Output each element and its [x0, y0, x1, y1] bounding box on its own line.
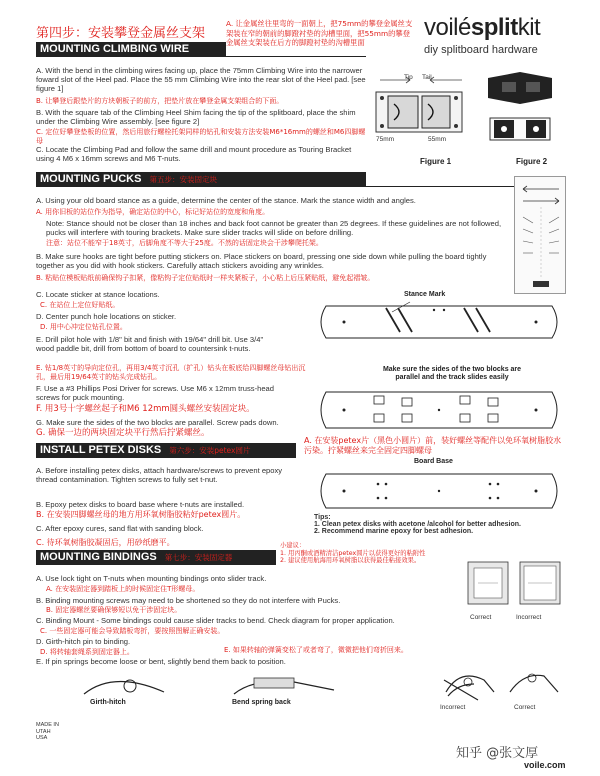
spring-correct-incorrect-diagram: [440, 662, 564, 702]
bindings-step-c-cn: C. 一些固定器可能会导致踏板弯折，要按照图解正确安装。: [40, 627, 225, 635]
brand-tagline: diy splitboard hardware: [424, 44, 538, 56]
pucks-step-d-cn: D. 用中心冲定位钻孔位置。: [40, 323, 127, 331]
bindings-step-b: B. Binding mounting screws may need to be shortened so they do not interfere with Pucks.: [36, 596, 341, 605]
bindings-step-c: C. Binding Mount - Some bindings could cause slider tracks to bend. Check diagram for proper application.: [36, 616, 395, 625]
climbing-step-b: B. With the square tab of the Climbing Heel Shim facing the tip of the splitboard, place the shim under the Climbing Wire assembly. [see figure 2]: [36, 108, 356, 126]
climbing-wire-title: MOUNTING CLIMBING WIRE: [36, 42, 226, 56]
pucks-step-d: D. Center punch hole locations on sticker.: [36, 312, 177, 321]
petex-step-b-cn: B. 在安装四脚螺丝母的地方用环氧树脂胶粘好petex圆片。: [36, 510, 246, 519]
fig1-75mm-label: 75mm: [376, 136, 395, 143]
girth-hitch-label: Girth-hitch: [90, 699, 126, 706]
stance-mark-label: Stance Mark: [404, 291, 446, 298]
bindings-step-a-cn: A. 在安装固定器到踏板上的时候固定住T形螺母。: [46, 585, 200, 593]
section-divider: [36, 186, 566, 187]
pucks-step-f-cn: F. 用3号十字螺丝起子和M6 12mm圆头螺丝安装固定块。: [36, 404, 255, 414]
bindings-step-a: A. Use lock tight on T-nuts when mounting bindings onto slider track.: [36, 574, 267, 583]
figure-1-caption: Figure 1: [420, 157, 452, 166]
bindings-step-e-cn: E. 如果转轴的弹簧变松了或者弯了，微微把他们弯折回来。: [224, 646, 408, 654]
section-divider: [36, 457, 296, 458]
fig1-55mm-label: 55mm: [428, 136, 447, 143]
correct-label-top: Correct: [470, 614, 492, 621]
fig1-tip-label: Tip: [404, 74, 413, 81]
tips-title-cn: 小建议：: [280, 542, 306, 549]
made-in-usa-badge: [36, 722, 59, 742]
petex-step-b: B. Epoxy petex disks to board base where t-nuts are installed.: [36, 500, 245, 509]
pin-hitch-illustrations: [74, 664, 494, 714]
heel-shim-illustration: [480, 68, 560, 152]
petex-step-a: A. Before installing petex disks, attach hardware/screws to prevent epoxy thread contamination. Tighten screws to fully set t-nut.: [36, 466, 283, 484]
made-in-text: MADE IN: [36, 722, 59, 728]
incorrect-label-bottom: Incorrect: [440, 704, 466, 711]
usa-text: USA: [36, 735, 48, 741]
pucks-step-a-cn: A. 用你旧板的站位作为指导，确定站位的中心，标记好站位的宽度和角度。: [36, 208, 270, 216]
climbing-step-a: A. With the bend in the climbing wires facing up, place the 75mm Climbing Wire into the narrower foward slot of the Heel pad. Place the 55 mm Climbing Wire into the rear slot of the Heel pad. [see figure 1]: [36, 66, 366, 93]
parallel-blocks-note: Make sure the sides of the two blocks are parallel and the track slides easily: [382, 366, 522, 381]
tip-2-cn: 2. 建议使用航海用环氧树脂以获得最佳粘接效果。: [280, 557, 421, 565]
bindings-step-b-cn: B. 固定器螺丝要确保够短以免干涉固定块。: [46, 606, 182, 614]
sticker-template-graphic: [515, 177, 567, 295]
pucks-step-c: C. Locate sticker at stance locations.: [36, 290, 160, 299]
install-petex-title: INSTALL PETEX DISKS 第六步：安装petex圆片: [36, 443, 296, 457]
incorrect-label-top: Incorrect: [516, 614, 542, 621]
petex-step-a-cn: A. 在安装petex片（黑色小圆片）前，装好螺丝等配件以免环氧树脂胶水污染。拧紧螺丝来完全固定四脚螺母: [304, 436, 562, 455]
utah-text: UTAH: [36, 728, 51, 735]
pucks-step-g: G. Make sure the sides of the two blocks are parallel. Screw pads down.: [36, 418, 279, 427]
bindings-step-d-cn: D. 将转轴套绳系到固定器上。: [40, 648, 134, 656]
pucks-step-b-cn: B. 粘贴位模板贴纸前确保钩子扣紧，像粘钩子定位贴纸时一样夹紧板子，小心粘上后压紧贴纸，避免起褶皱。: [36, 274, 375, 282]
pucks-step-f: F. Use a #3 Phillips Posi Driver for screws. Use M6 x 12mm truss-head screws for puck mounting.: [36, 384, 275, 402]
mounting-bindings-title: MOUNTING BINDINGS 第七步：安装固定器: [36, 550, 276, 564]
bend-spring-label: Bend spring back: [232, 699, 291, 706]
petex-step-c: C. After epoxy cures, sand flat with sanding block.: [36, 524, 204, 533]
tip-2: 2. Recommend marine epoxy for best adhesion.: [314, 528, 474, 535]
footer-brand: voile.com: [524, 760, 566, 770]
brand-logo: voilésplitkit: [424, 14, 541, 41]
pucks-note-cn: 注意：站位不能窄于18英寸，后脚角度不等大于25度。不然的话固定块会干涉攀爬托架。: [46, 239, 323, 247]
climbing-step-c: C. Locate the Climbing Pad and follow the same drill and mount procedure as Touring Bracket using 4 M6 x 16mm screws and M6 T-nuts.: [36, 145, 352, 163]
pucks-note: Note: Stance should not be closer than 18 inches and back foot cannot be greater than 25 degrees. If these guidelines are not followed, pucks will interfere with touring brackets. Make sure slider tracks will slide on before drilling.: [46, 219, 502, 237]
watermark: 知乎 @张文厚: [456, 746, 539, 761]
figure-2-caption: Figure 2: [516, 157, 548, 166]
bindings-step-d: D. Girth-hitch pin to binding.: [36, 637, 131, 646]
stance-board-diagram: [314, 298, 564, 346]
petex-step-c-cn: C. 待环氧树脂胶凝固后，用砂纸磨平。: [36, 538, 175, 547]
mounting-pucks-title: MOUNTING PUCKS 第五步：安装固定块: [36, 172, 366, 186]
puck-sticker-template: [514, 176, 566, 294]
pucks-step-b: B. Make sure hooks are tight before putting stickers on. Place stickers on board, pressing one side down while pulling the board tightly together as you did with hook stickers. Carefully attach stickers avoiding any wrinkles.: [36, 252, 487, 270]
pucks-step-g-cn: G. 确保一边的两块固定块平行然后拧紧螺丝。: [36, 428, 210, 438]
step4-heading-cn: 第四步：安装攀登金属丝支架: [36, 26, 206, 41]
climbing-step-b-cn: B. 让攀登后跟垫片的方块朝板子的前方，把垫片放在攀登金属支架组合的下面。: [36, 97, 284, 105]
step4-note-cn: A. 让金属丝往里弯的一面朝上，把75mm的攀登金属丝支架装在窄的朝前的脚蹬衬垫的沟槽里面，把55mm的攀登金属丝支架装在后方的脚蹬衬垫的沟槽里面: [226, 19, 413, 47]
fig1-tail-label: Tail: [422, 74, 432, 81]
board-base-label: Board Base: [414, 458, 453, 465]
correct-label-bottom: Correct: [514, 704, 536, 711]
tip-1-cn: 1. 用丙酮或酒精清洁petex圆片以获得更好的粘附性: [280, 549, 426, 557]
climbing-step-c-cn: C. 定位好攀登垫板的位置，然后用旅行螺栓托架同样的钻孔和安装方法安装M6*16mm的螺丝和M6四脚螺母: [36, 128, 366, 145]
bindings-step-e: E. If pin springs become loose or bent, slightly bend them back to position.: [36, 657, 286, 666]
board-base-diagram: [314, 468, 564, 514]
tip-1: 1. Clean petex disks with acetone /alcohol for better adhesion.: [314, 521, 521, 528]
figure-2-diagram: [480, 68, 560, 152]
binding-mount-diagram: [464, 556, 564, 610]
tips-title: Tips:: [314, 514, 331, 521]
section-divider: [36, 56, 366, 57]
petex-tips: [314, 514, 564, 535]
pucks-step-a: A. Using your old board stance as a guide, determine the center of the stance. Mark the stance width and angles.: [36, 196, 416, 205]
pucks-step-c-cn: C. 在站位上定位好贴纸。: [40, 301, 120, 309]
pucks-step-e-cn: E. 钻1/8英寸的导向定位孔，再用3/4英寸沉孔（扩孔）钻头在板底给四脚螺丝母钻出沉孔，最后用19/64英寸的钻头完成钻孔。: [36, 364, 306, 381]
parallel-pucks-diagram: [314, 384, 564, 436]
petex-tips-cn: [280, 542, 470, 565]
figure-1-diagram: [370, 64, 470, 154]
pucks-step-e: E. Drill pilot hole with 1/8" bit and finish with 19/64" drill bit. Use 3/4" wood paddle bit, drill from bottom of board to countersink t-nuts.: [36, 335, 264, 353]
section-divider: [36, 564, 276, 565]
